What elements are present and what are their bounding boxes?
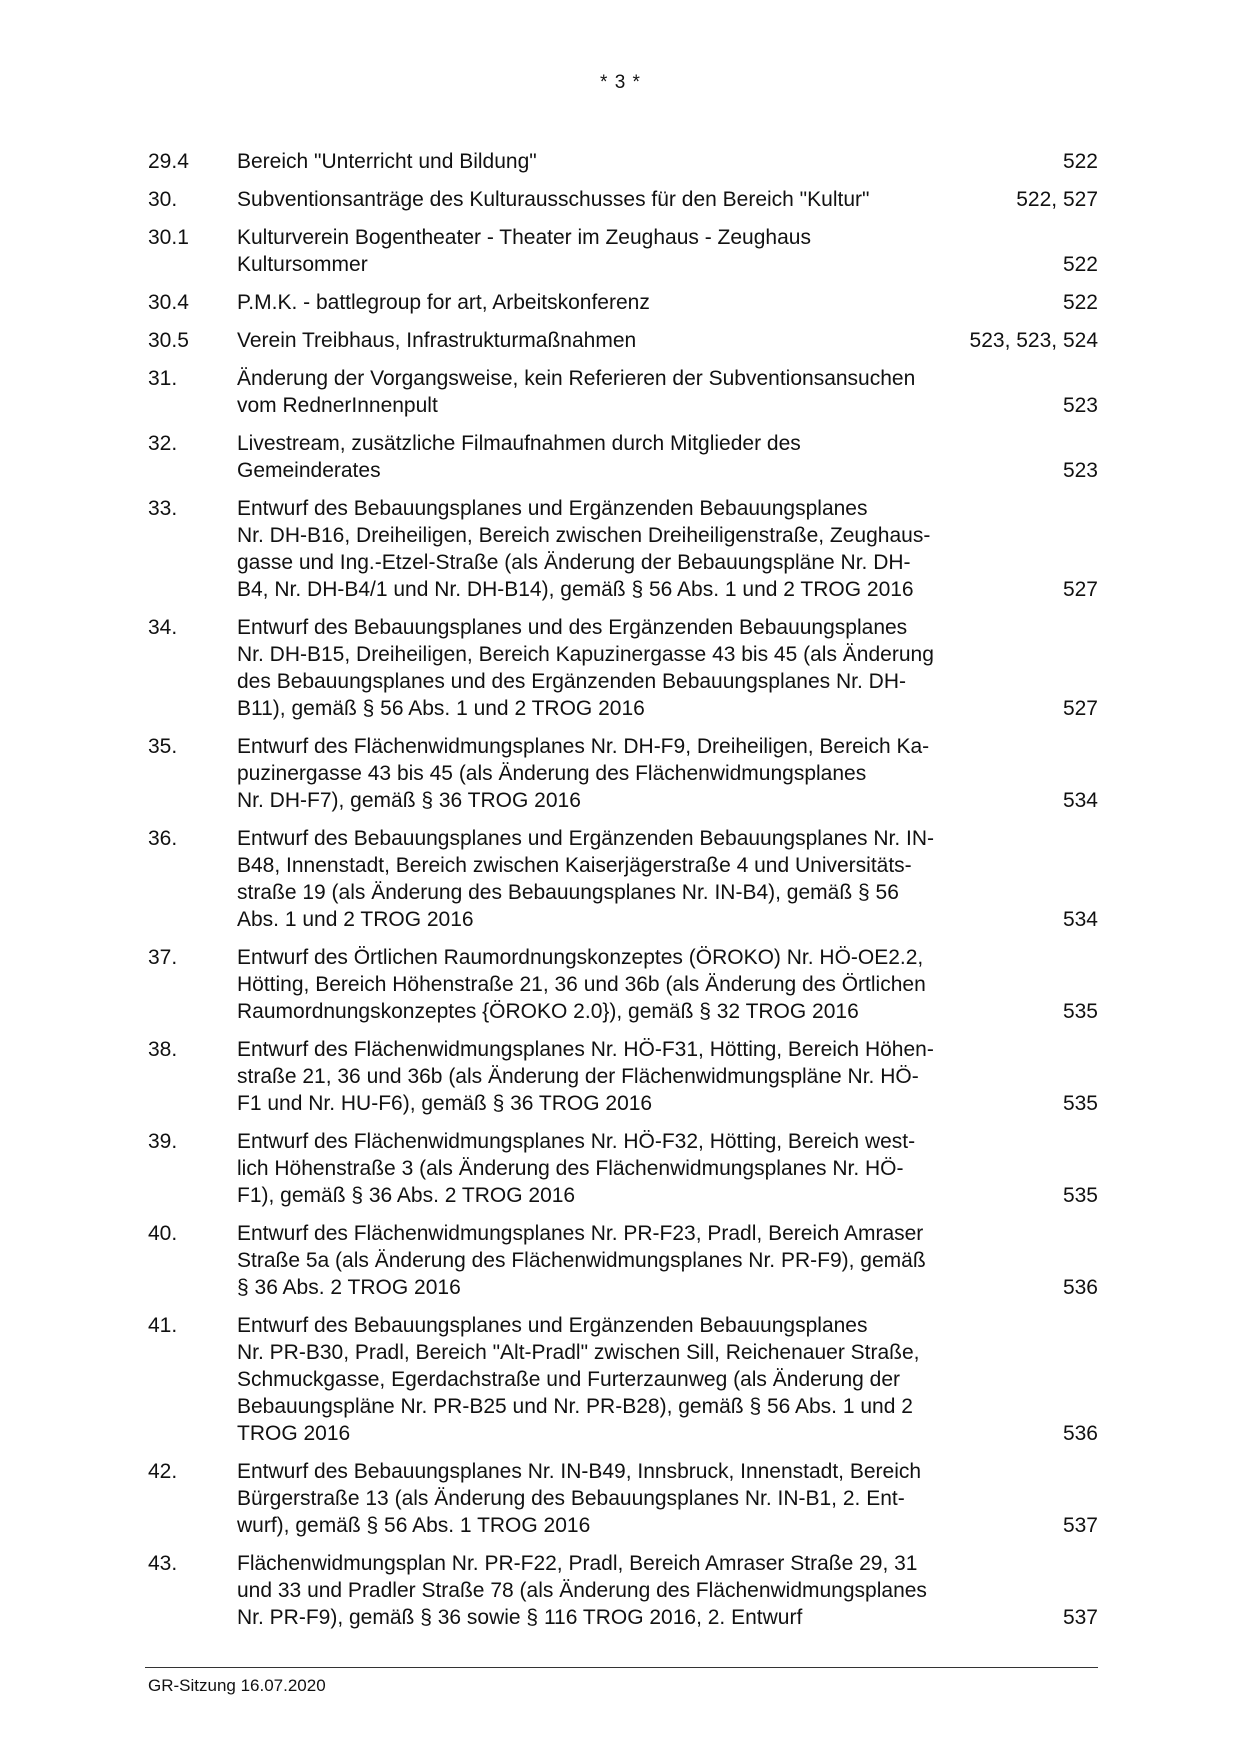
toc-entry xyxy=(148,1550,1098,1631)
entry-number: 30. xyxy=(148,188,178,211)
entry-title: Bereich "Unterricht und Bildung" xyxy=(237,150,537,173)
entry-pages: 527 xyxy=(1062,578,1098,601)
toc-entry xyxy=(148,944,1098,1025)
entry-number: 30.4 xyxy=(148,291,189,314)
entry-pages: 536 xyxy=(1062,1422,1098,1445)
entry-number: 38. xyxy=(148,1038,178,1061)
entry-pages: 522 xyxy=(1062,253,1098,276)
entry-title: Entwurf des Flächenwidmungsplanes Nr. HÖ-F32, Hötting, Bereich west- lich Höhenstraße 3 (als Änderung des Flächenwidmungsplanes Nr. HÖ- F1), gemäß § 36 Abs. 2 TROG 2016 xyxy=(237,1130,916,1207)
entry-title: Livestream, zusätzliche Filmaufnahmen durch Mitglieder des Gemeinderates xyxy=(237,432,801,482)
entry-pages: 537 xyxy=(1062,1514,1098,1537)
entry-title: Subventionsanträge des Kulturausschusses für den Bereich "Kultur" xyxy=(237,188,870,211)
entry-title: P.M.K. - battlegroup for art, Arbeitskonferenz xyxy=(237,291,650,314)
toc-entry xyxy=(148,365,1098,419)
entry-title: Entwurf des Flächenwidmungsplanes Nr. DH-F9, Dreiheiligen, Bereich Ka- puzinergasse 43 bis 45 (als Änderung des Flächenwidmungsplanes Nr. DH-F7), gemäß § 36 TROG 2016 xyxy=(237,735,930,812)
entry-number: 37. xyxy=(148,946,178,969)
entry-number: 40. xyxy=(148,1222,178,1245)
toc-entry xyxy=(148,186,1098,213)
entry-pages: 536 xyxy=(1062,1276,1098,1299)
entry-title: Entwurf des Flächenwidmungsplanes Nr. PR-F23, Pradl, Bereich Amraser Straße 5a (als Änderung des Flächenwidmungsplanes Nr. PR-F9), gemäß § 36 Abs. 2 TROG 2016 xyxy=(237,1222,926,1299)
toc-entry xyxy=(148,1220,1098,1301)
entry-title: Entwurf des Örtlichen Raumordnungskonzeptes (ÖROKO) Nr. HÖ-OE2.2, Hötting, Bereich Höhenstraße 21, 36 und 36b (als Änderung des Örtlichen Raumordnungskonzeptes {ÖROKO 2.0}), gemäß § 32 TROG 2016 xyxy=(237,946,926,1023)
toc-entry xyxy=(148,495,1098,603)
entry-title: Entwurf des Bebauungsplanes Nr. IN-B49, Innsbruck, Innenstadt, Bereich Bürgerstraße 13 (als Änderung des Bebauungsplanes Nr. IN-B1, 2. Ent- wurf), gemäß § 56 Abs. 1 TROG 2016 xyxy=(237,1460,922,1537)
entry-title: Verein Treibhaus, Infrastrukturmaßnahmen xyxy=(237,329,637,352)
entry-number: 31. xyxy=(148,367,178,390)
page-number-header: * 3 * xyxy=(600,72,641,93)
entry-title: Entwurf des Bebauungsplanes und Ergänzenden Bebauungsplanes Nr. DH-B16, Dreiheiligen, Bereich zwischen Dreiheiligenstraße, Zeughaus- gasse und Ing.-Etzel-Straße (als Änderung der Bebauungspläne Nr. DH- B4, Nr. DH-B4/1 und Nr. DH-B14), gemäß § 56 Abs. 1 und 2 TROG 2016 xyxy=(237,497,931,601)
footer-session-date: GR-Sitzung 16.07.2020 xyxy=(148,1676,326,1695)
entry-number: 32. xyxy=(148,432,178,455)
toc-entry xyxy=(148,614,1098,722)
toc-entry xyxy=(148,1458,1098,1539)
toc-entry xyxy=(148,327,1098,354)
entry-pages: 535 xyxy=(1062,1092,1098,1115)
entry-pages: 535 xyxy=(1062,1000,1098,1023)
toc-entry xyxy=(148,224,1098,278)
entry-pages: 523 xyxy=(1062,459,1098,482)
entry-pages: 527 xyxy=(1062,697,1098,720)
entry-number: 43. xyxy=(148,1552,178,1575)
entry-pages: 522, 527 xyxy=(1016,188,1098,211)
entry-number: 42. xyxy=(148,1460,178,1483)
table-of-contents xyxy=(148,148,1098,1642)
entry-pages: 537 xyxy=(1062,1606,1098,1629)
entry-pages: 522 xyxy=(1062,150,1098,173)
toc-entry xyxy=(148,289,1098,316)
entry-number: 30.1 xyxy=(148,226,189,249)
entry-number: 41. xyxy=(148,1314,178,1337)
entry-pages: 534 xyxy=(1062,908,1098,931)
entry-number: 35. xyxy=(148,735,178,758)
entry-title: Entwurf des Flächenwidmungsplanes Nr. HÖ-F31, Hötting, Bereich Höhen- straße 21, 36 und 36b (als Änderung der Flächenwidmungspläne Nr. HÖ- F1 und Nr. HU-F6), gemäß § 36 TROG 2016 xyxy=(237,1038,934,1115)
entry-title: Kulturverein Bogentheater - Theater im Zeughaus - Zeughaus Kultursommer xyxy=(237,226,811,276)
toc-entry xyxy=(148,825,1098,933)
entry-title: Flächenwidmungsplan Nr. PR-F22, Pradl, Bereich Amraser Straße 29, 31 und 33 und Pradler Straße 78 (als Änderung des Flächenwidmungsplanes Nr. PR-F9), gemäß § 36 sowie § 116 TROG 2016, 2. Entwurf xyxy=(237,1552,927,1629)
toc-entry xyxy=(148,148,1098,175)
toc-entry xyxy=(148,1036,1098,1117)
toc-entry xyxy=(148,733,1098,814)
entry-number: 29.4 xyxy=(148,150,189,173)
entry-title: Entwurf des Bebauungsplanes und Ergänzenden Bebauungsplanes Nr. PR-B30, Pradl, Bereich "Alt-Pradl" zwischen Sill, Reichenauer Straße, Schmuckgasse, Egerdachstraße und Furterzaunweg (als Änderung der Bebauungspläne Nr. PR-B25 und Nr. PR-B28), gemäß § 56 Abs. 1 und 2 TROG 2016 xyxy=(237,1314,920,1445)
entry-number: 36. xyxy=(148,827,178,850)
entry-number: 33. xyxy=(148,497,178,520)
entry-pages: 534 xyxy=(1062,789,1098,812)
entry-number: 39. xyxy=(148,1130,178,1153)
entry-pages: 523 xyxy=(1062,394,1098,417)
entry-pages: 523, 523, 524 xyxy=(969,329,1098,352)
entry-number: 34. xyxy=(148,616,178,639)
entry-title: Änderung der Vorgangsweise, kein Referieren der Subventionsansuchen vom RednerInnenpult xyxy=(237,367,916,417)
toc-entry xyxy=(148,1128,1098,1209)
footer-divider xyxy=(145,1667,1098,1668)
entry-number: 30.5 xyxy=(148,329,189,352)
entry-pages: 522 xyxy=(1062,291,1098,314)
entry-title: Entwurf des Bebauungsplanes und des Ergänzenden Bebauungsplanes Nr. DH-B15, Dreiheiligen, Bereich Kapuzinergasse 43 bis 45 (als Änderung des Bebauungsplanes und des Ergänzenden Bebauungsplanes Nr. DH- B11), gemäß § 56 Abs. 1 und 2 TROG 2016 xyxy=(237,616,934,720)
entry-pages: 535 xyxy=(1062,1184,1098,1207)
toc-entry xyxy=(148,430,1098,484)
entry-title: Entwurf des Bebauungsplanes und Ergänzenden Bebauungsplanes Nr. IN- B48, Innenstadt, Bereich zwischen Kaiserjägerstraße 4 und Universitäts- straße 19 (als Änderung des Bebauungsplanes Nr. IN-B4), gemäß § 56 Abs. 1 und 2 TROG 2016 xyxy=(237,827,934,931)
toc-entry xyxy=(148,1312,1098,1447)
